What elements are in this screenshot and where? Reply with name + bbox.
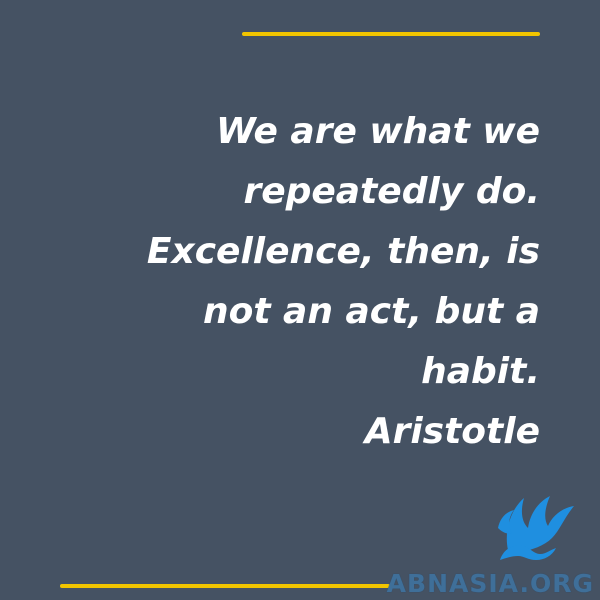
abnasia-logo [386, 488, 598, 598]
quote-line-5: habit. [421, 351, 540, 392]
quote-line-1: We are what we [216, 111, 540, 152]
quote-line-2: repeatedly do. [243, 171, 540, 212]
griffin-icon [490, 488, 580, 568]
quote-author: Aristotle [364, 411, 540, 452]
logo-text: ABNASIA.ORG [386, 569, 594, 598]
top-accent-line [242, 32, 540, 36]
quote-line-3: Excellence, then, is [146, 231, 540, 272]
bottom-accent-line [60, 584, 390, 588]
quote-block [120, 102, 540, 462]
quote-line-4: not an act, but a [202, 291, 540, 332]
